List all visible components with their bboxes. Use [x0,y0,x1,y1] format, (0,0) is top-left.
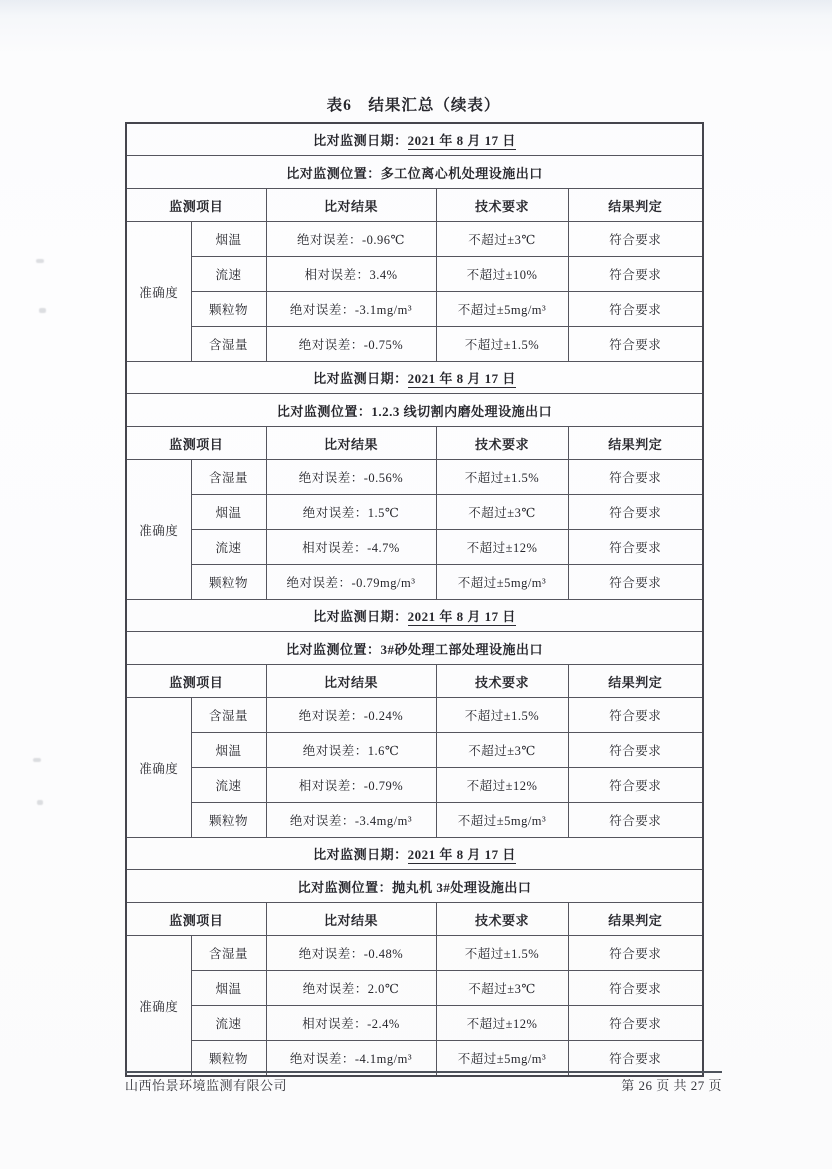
result-cell: 绝对误差：-0.56% [266,460,436,495]
requirement-cell: 不超过±12% [436,1006,568,1041]
category-cell: 准确度 [126,222,191,362]
date-row [126,123,703,156]
item-cell: 颗粒物 [191,1041,266,1077]
results-table [125,122,704,1077]
location-value: 多工位离心机处理设施出口 [380,165,543,181]
col-header-requirement: 技术要求 [436,427,568,460]
table-row [126,327,703,362]
location-value: 3#砂处理工部处理设施出口 [380,641,544,657]
location-row [126,632,703,665]
col-header-item: 监测项目 [126,427,266,460]
item-cell: 含湿量 [191,936,266,971]
result-cell: 绝对误差：-0.24% [266,698,436,733]
header-row [126,665,703,698]
judgment-cell: 符合要求 [568,936,703,971]
scan-artifact [37,800,43,805]
result-cell: 相对误差：-0.79% [266,768,436,803]
item-cell: 流速 [191,768,266,803]
date-value: 2021 年 8 月 17 日 [407,133,516,148]
table-row [126,292,703,327]
judgment-cell: 符合要求 [568,292,703,327]
item-cell: 颗粒物 [191,565,266,600]
location-label: 比对监测位置： [276,403,372,419]
scan-artifact [33,758,41,762]
requirement-cell: 不超过±1.5% [436,327,568,362]
judgment-cell: 符合要求 [568,971,703,1006]
table-row [126,495,703,530]
judgment-cell: 符合要求 [568,257,703,292]
table-row [126,698,703,733]
location-label: 比对监测位置： [286,641,381,657]
header-row [126,189,703,222]
table-row [126,460,703,495]
judgment-cell: 符合要求 [568,222,703,257]
requirement-cell: 不超过±12% [436,530,568,565]
requirement-cell: 不超过±5mg/m³ [436,1041,568,1077]
col-header-item: 监测项目 [126,665,266,698]
result-cell: 相对误差：-4.7% [266,530,436,565]
judgment-cell: 符合要求 [568,460,703,495]
requirement-cell: 不超过±5mg/m³ [436,803,568,838]
date-row [126,838,703,870]
item-cell: 流速 [191,530,266,565]
item-cell: 含湿量 [191,698,266,733]
judgment-cell: 符合要求 [568,530,703,565]
date-label: 比对监测日期： [313,847,408,862]
table-row [126,768,703,803]
header-row [126,903,703,936]
table-row [126,733,703,768]
location-row [126,870,703,903]
result-cell: 绝对误差：-3.1mg/m³ [266,292,436,327]
date-value: 2021 年 8 月 17 日 [407,371,516,386]
col-header-requirement: 技术要求 [436,189,568,222]
result-cell: 相对误差：-2.4% [266,1006,436,1041]
item-cell: 流速 [191,1006,266,1041]
scan-artifact [36,259,44,263]
result-cell: 相对误差：3.4% [266,257,436,292]
location-row [126,394,703,427]
item-cell: 烟温 [191,733,266,768]
item-cell: 颗粒物 [191,292,266,327]
result-cell: 绝对误差：-0.48% [266,936,436,971]
result-cell: 绝对误差：-0.75% [266,327,436,362]
table-row [126,1006,703,1041]
date-label: 比对监测日期： [313,133,408,148]
location-value: 1.2.3 线切割内磨处理设施出口 [371,403,553,419]
requirement-cell: 不超过±3℃ [436,971,568,1006]
location-label: 比对监测位置： [297,879,393,895]
location-row [126,156,703,189]
category-cell: 准确度 [126,460,191,600]
table-row [126,257,703,292]
requirement-cell: 不超过±12% [436,768,568,803]
item-cell: 烟温 [191,971,266,1006]
judgment-cell: 符合要求 [568,565,703,600]
date-label: 比对监测日期： [313,371,408,386]
judgment-cell: 符合要求 [568,1041,703,1077]
judgment-cell: 符合要求 [568,733,703,768]
col-header-result: 比对结果 [266,903,436,936]
result-cell: 绝对误差：-4.1mg/m³ [266,1041,436,1077]
category-cell: 准确度 [126,936,191,1077]
footer-page-number: 第 26 页 共 27 页 [621,1078,722,1093]
col-header-result: 比对结果 [266,427,436,460]
judgment-cell: 符合要求 [568,698,703,733]
requirement-cell: 不超过±3℃ [436,733,568,768]
table-row [126,565,703,600]
category-cell: 准确度 [126,698,191,838]
requirement-cell: 不超过±1.5% [436,460,568,495]
item-cell: 颗粒物 [191,803,266,838]
date-value: 2021 年 8 月 17 日 [407,609,516,624]
judgment-cell: 符合要求 [568,495,703,530]
col-header-judgment: 结果判定 [568,665,703,698]
item-cell: 含湿量 [191,327,266,362]
item-cell: 烟温 [191,222,266,257]
table-row [126,803,703,838]
requirement-cell: 不超过±1.5% [436,936,568,971]
requirement-cell: 不超过±3℃ [436,495,568,530]
judgment-cell: 符合要求 [568,768,703,803]
result-cell: 绝对误差：1.6℃ [266,733,436,768]
col-header-item: 监测项目 [126,189,266,222]
item-cell: 流速 [191,257,266,292]
col-header-result: 比对结果 [266,189,436,222]
judgment-cell: 符合要求 [568,327,703,362]
requirement-cell: 不超过±3℃ [436,222,568,257]
item-cell: 烟温 [191,495,266,530]
item-cell: 含湿量 [191,460,266,495]
result-cell: 绝对误差：-0.79mg/m³ [266,565,436,600]
date-row [126,600,703,632]
col-header-judgment: 结果判定 [568,903,703,936]
scan-artifact [39,308,46,313]
table-row [126,936,703,971]
judgment-cell: 符合要求 [568,1006,703,1041]
requirement-cell: 不超过±5mg/m³ [436,292,568,327]
table-row [126,971,703,1006]
table-row [126,530,703,565]
col-header-requirement: 技术要求 [436,903,568,936]
result-cell: 绝对误差：2.0℃ [266,971,436,1006]
col-header-result: 比对结果 [266,665,436,698]
result-cell: 绝对误差：1.5℃ [266,495,436,530]
page-title: 表6 结果汇总（续表） [326,97,501,114]
requirement-cell: 不超过±10% [436,257,568,292]
col-header-judgment: 结果判定 [568,189,703,222]
page-footer [125,1075,722,1094]
date-row [126,362,703,394]
result-cell: 绝对误差：-0.96℃ [266,222,436,257]
location-value: 抛丸机 3#处理设施出口 [392,879,532,895]
footer-divider [125,1071,722,1073]
footer-company: 山西怡景环境监测有限公司 [125,1078,288,1093]
date-label: 比对监测日期： [313,609,408,624]
col-header-judgment: 结果判定 [568,427,703,460]
requirement-cell: 不超过±1.5% [436,698,568,733]
col-header-item: 监测项目 [126,903,266,936]
col-header-requirement: 技术要求 [436,665,568,698]
requirement-cell: 不超过±5mg/m³ [436,565,568,600]
location-label: 比对监测位置： [286,165,381,181]
result-cell: 绝对误差：-3.4mg/m³ [266,803,436,838]
judgment-cell: 符合要求 [568,803,703,838]
date-value: 2021 年 8 月 17 日 [407,847,516,862]
header-row [126,427,703,460]
table-row [126,222,703,257]
